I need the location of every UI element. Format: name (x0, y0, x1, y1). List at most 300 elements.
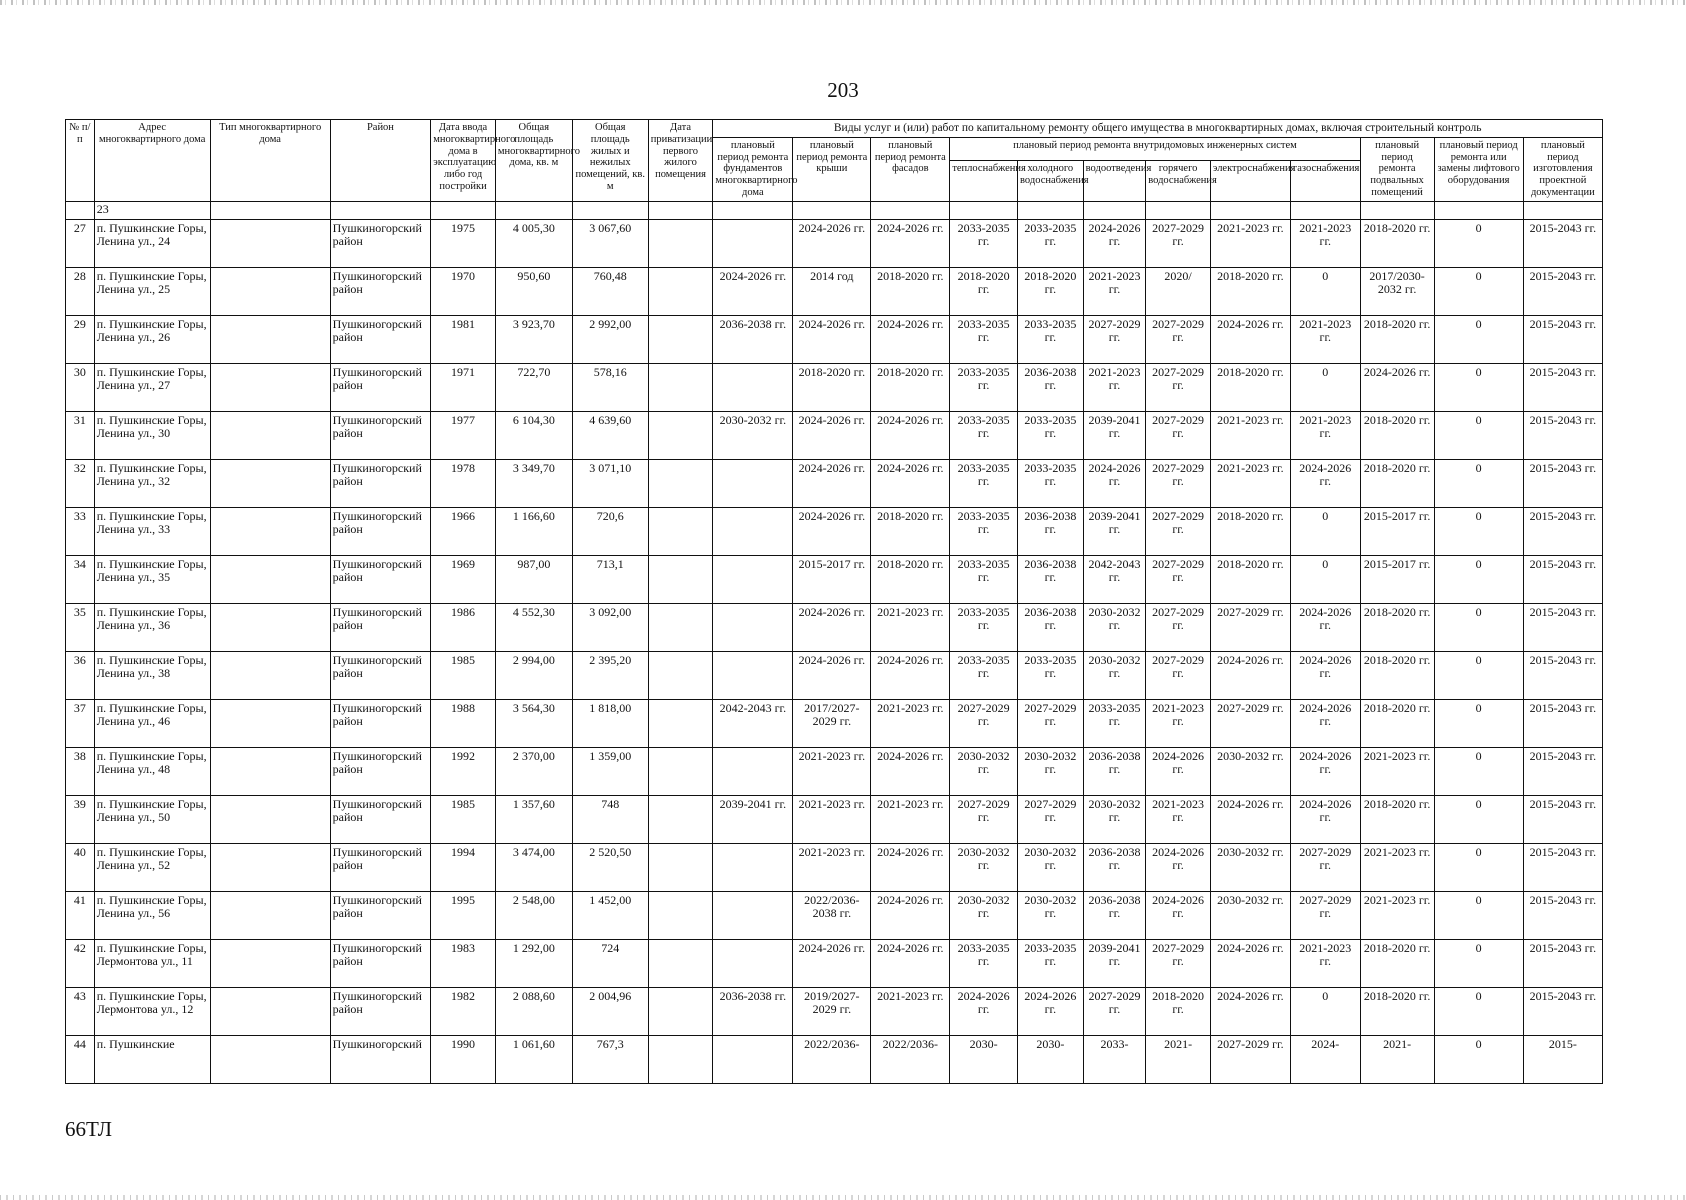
cell-drain: 2024-2026 гг. (1083, 219, 1146, 267)
cell-foundation (713, 459, 793, 507)
cell-living-area: 1 818,00 (572, 699, 648, 747)
cell-year: 1992 (431, 747, 496, 795)
cell-facade: 2024-2026 гг. (871, 939, 950, 987)
cell-foundation (713, 363, 793, 411)
cell-heat: 2033-2035 гг. (950, 651, 1018, 699)
cell-living-area: 4 639,60 (572, 411, 648, 459)
cell-drain: 2036-2038 гг. (1083, 843, 1146, 891)
table-row (66, 747, 1603, 795)
cell-gas: 2027-2029 гг. (1290, 843, 1360, 891)
cell-year: 1971 (431, 363, 496, 411)
cell-project: 2015-2043 гг. (1523, 843, 1602, 891)
cell-project: 2015-2043 гг. (1523, 795, 1602, 843)
cell-total-area: 1 357,60 (495, 795, 572, 843)
header-row-1 (66, 120, 1603, 138)
cell-foundation (713, 747, 793, 795)
cell-drain: 2021-2023 гг. (1083, 363, 1146, 411)
cell-year: 1970 (431, 267, 496, 315)
cell-hot: 2027-2029 гг. (1146, 651, 1211, 699)
cell-gas: 0 (1290, 555, 1360, 603)
cell-project: 2015-2043 гг. (1523, 555, 1602, 603)
cell-type (210, 363, 330, 411)
cell-drain: 2036-2038 гг. (1083, 891, 1146, 939)
col-header-elec: электроснабжения (1210, 161, 1290, 201)
cell-roof: 2024-2026 гг. (793, 939, 871, 987)
cell-hot: 2027-2029 гг. (1146, 315, 1211, 363)
cell-project: 2015-2043 гг. (1523, 507, 1602, 555)
cell-total-area: 987,00 (495, 555, 572, 603)
col-header-num: № п/п (66, 120, 95, 202)
cell-year: 1990 (431, 1035, 496, 1083)
cell-lift: 0 (1434, 651, 1523, 699)
cell-year: 1978 (431, 459, 496, 507)
cell-elec: 2018-2020 гг. (1210, 555, 1290, 603)
cell-privat (648, 411, 713, 459)
cell-num: 29 (66, 315, 95, 363)
cell-lift: 0 (1434, 459, 1523, 507)
cell-year: 1994 (431, 843, 496, 891)
col-header-total-area: Общая площадь многоквартирного дома, кв. м (495, 120, 572, 202)
cell-heat: 2030-2032 гг. (950, 843, 1018, 891)
systems-group-header: плановый период ремонта внутридомовых инженерных систем (950, 137, 1360, 161)
col-header-type: Тип многоквартирного дома (210, 120, 330, 202)
cell-year: 1975 (431, 219, 496, 267)
cell-gas: 2024-2026 гг. (1290, 795, 1360, 843)
cell-heat: 2033-2035 гг. (950, 507, 1018, 555)
cell-roof: 2017/2027-2029 гг. (793, 699, 871, 747)
cell-lift: 0 (1434, 411, 1523, 459)
cell-type (210, 603, 330, 651)
cell-elec: 2024-2026 гг. (1210, 315, 1290, 363)
cell-hot: 2027-2029 гг. (1146, 459, 1211, 507)
cell-project: 2015-2043 гг. (1523, 747, 1602, 795)
cell-privat (648, 843, 713, 891)
cell-lift: 0 (1434, 843, 1523, 891)
cell-privat (648, 315, 713, 363)
cell-cold: 2033-2035 гг. (1018, 459, 1084, 507)
table-row (66, 699, 1603, 747)
cell-drain: 2039-2041 гг. (1083, 411, 1146, 459)
cell-privat (648, 891, 713, 939)
cell-heat: 2030-2032 гг. (950, 747, 1018, 795)
cell-lift: 0 (1434, 555, 1523, 603)
table-row (66, 555, 1603, 603)
cell-year: 1985 (431, 795, 496, 843)
cell-cold: 2033-2035 гг. (1018, 939, 1084, 987)
cell-num: 30 (66, 363, 95, 411)
cell-num: 37 (66, 699, 95, 747)
cell-cold: 2024-2026 гг. (1018, 987, 1084, 1035)
cell-roof: 2024-2026 гг. (793, 411, 871, 459)
col-header-roof: плановый период ремонта крыши (793, 137, 871, 201)
cell-drain: 2030-2032 гг. (1083, 651, 1146, 699)
cell-living-area: 713,1 (572, 555, 648, 603)
cell-rayon: Пушкиногорский район (330, 267, 431, 315)
cell-roof: 2024-2026 гг. (793, 315, 871, 363)
cell-rayon: Пушкиногорский район (330, 555, 431, 603)
cell-project: 2015-2043 гг. (1523, 699, 1602, 747)
cell-basement: 2018-2020 гг. (1360, 795, 1434, 843)
cell-living-area: 2 992,00 (572, 315, 648, 363)
cell-living-area: 2 004,96 (572, 987, 648, 1035)
cell-cold: 2036-2038 гг. (1018, 603, 1084, 651)
cell-foundation (713, 843, 793, 891)
cell-total-area: 1 061,60 (495, 1035, 572, 1083)
cell-roof: 2015-2017 гг. (793, 555, 871, 603)
cell-living-area: 3 092,00 (572, 603, 648, 651)
cell-facade: 2018-2020 гг. (871, 267, 950, 315)
cell-address: п. Пушкинские Горы, Ленина ул., 24 (94, 219, 210, 267)
cell-roof: 2024-2026 гг. (793, 459, 871, 507)
cell-elec: 2018-2020 гг. (1210, 507, 1290, 555)
cell-heat: 2033-2035 гг. (950, 363, 1018, 411)
table-row (66, 363, 1603, 411)
cell-drain: 2027-2029 гг. (1083, 987, 1146, 1035)
cell-foundation (713, 651, 793, 699)
cell-facade: 2022/2036- (871, 1035, 950, 1083)
cell-type (210, 891, 330, 939)
cell-project: 2015-2043 гг. (1523, 987, 1602, 1035)
cell-privat (648, 699, 713, 747)
table-row (66, 987, 1603, 1035)
cell-rayon: Пушкиногорский район (330, 363, 431, 411)
cell-rayon: Пушкиногорский район (330, 411, 431, 459)
cell-hot: 2024-2026 гг. (1146, 843, 1211, 891)
cell-privat (648, 795, 713, 843)
col-header-cold: холодного водоснабжения (1018, 161, 1084, 201)
cell-num: 38 (66, 747, 95, 795)
cell-cold: 2033-2035 гг. (1018, 315, 1084, 363)
cell-num: 43 (66, 987, 95, 1035)
cell-drain: 2036-2038 гг. (1083, 747, 1146, 795)
cell-roof: 2018-2020 гг. (793, 363, 871, 411)
cell-project: 2015-2043 гг. (1523, 939, 1602, 987)
col-header-privat: Дата приватизации первого жилого помещения (648, 120, 713, 202)
cell-year: 1977 (431, 411, 496, 459)
cell-cold: 2027-2029 гг. (1018, 699, 1084, 747)
cell-rayon: Пушкиногорский район (330, 891, 431, 939)
cell-facade: 2024-2026 гг. (871, 747, 950, 795)
col-header-hot: горячего водоснабжения (1146, 161, 1211, 201)
cell-year: 1983 (431, 939, 496, 987)
cell-gas: 0 (1290, 363, 1360, 411)
table-row (66, 411, 1603, 459)
cell-elec: 2027-2029 гг. (1210, 603, 1290, 651)
cell-heat: 2033-2035 гг. (950, 315, 1018, 363)
cell-hot: 2021- (1146, 1035, 1211, 1083)
cell-foundation (713, 939, 793, 987)
cell-address: п. Пушкинские Горы, Ленина ул., 48 (94, 747, 210, 795)
cell-facade: 2024-2026 гг. (871, 843, 950, 891)
col-header-lift: плановый период ремонта или замены лифтового оборудования (1434, 137, 1523, 201)
cell-project: 2015-2043 гг. (1523, 891, 1602, 939)
cell-type (210, 1035, 330, 1083)
cell-basement: 2015-2017 гг. (1360, 555, 1434, 603)
cell-address: п. Пушкинские Горы, Ленина ул., 30 (94, 411, 210, 459)
cell-living-area: 2 520,50 (572, 843, 648, 891)
cell-facade: 2018-2020 гг. (871, 363, 950, 411)
cell-lift: 0 (1434, 219, 1523, 267)
scan-edge-top (0, 0, 1686, 5)
cell-basement: 2017/2030-2032 гг. (1360, 267, 1434, 315)
cell-total-area: 950,60 (495, 267, 572, 315)
cell-address: п. Пушкинские Горы, Ленина ул., 56 (94, 891, 210, 939)
cell-basement: 2018-2020 гг. (1360, 219, 1434, 267)
cell-gas: 2027-2029 гг. (1290, 891, 1360, 939)
cell-roof: 2024-2026 гг. (793, 219, 871, 267)
cell-cold: 2027-2029 гг. (1018, 795, 1084, 843)
cell-heat: 2033-2035 гг. (950, 555, 1018, 603)
cell-rayon: Пушкиногорский район (330, 939, 431, 987)
cell-facade: 2024-2026 гг. (871, 219, 950, 267)
table-row (66, 219, 1603, 267)
cell-lift: 0 (1434, 699, 1523, 747)
table-row (66, 267, 1603, 315)
cell-hot: 2027-2029 гг. (1146, 939, 1211, 987)
cell-elec: 2021-2023 гг. (1210, 411, 1290, 459)
cell-rayon: Пушкиногорский район (330, 795, 431, 843)
cell-basement: 2018-2020 гг. (1360, 459, 1434, 507)
cell-total-area: 722,70 (495, 363, 572, 411)
cell-type (210, 987, 330, 1035)
cell-hot: 2027-2029 гг. (1146, 411, 1211, 459)
cell-foundation (713, 219, 793, 267)
cell-elec: 2018-2020 гг. (1210, 267, 1290, 315)
cell-roof: 2021-2023 гг. (793, 843, 871, 891)
cell-basement: 2018-2020 гг. (1360, 699, 1434, 747)
cell-privat (648, 507, 713, 555)
cell-address: п. Пушкинские Горы, Ленина ул., 26 (94, 315, 210, 363)
cell-drain: 2021-2023 гг. (1083, 267, 1146, 315)
cell-cold: 2036-2038 гг. (1018, 555, 1084, 603)
cell-living-area: 3 071,10 (572, 459, 648, 507)
cell-drain: 2033-2035 гг. (1083, 699, 1146, 747)
cell-drain: 2039-2041 гг. (1083, 939, 1146, 987)
cell-facade: 2024-2026 гг. (871, 891, 950, 939)
cell-num: 36 (66, 651, 95, 699)
cell-lift: 0 (1434, 939, 1523, 987)
cell-num: 39 (66, 795, 95, 843)
table-row (66, 843, 1603, 891)
cell-num: 40 (66, 843, 95, 891)
cell-cold: 2018-2020 гг. (1018, 267, 1084, 315)
cell-hot: 2027-2029 гг. (1146, 603, 1211, 651)
cell-year: 1986 (431, 603, 496, 651)
cell-gas: 2024-2026 гг. (1290, 603, 1360, 651)
cell-address: п. Пушкинские (94, 1035, 210, 1083)
cell-cold: 2030-2032 гг. (1018, 891, 1084, 939)
cell-total-area: 3 474,00 (495, 843, 572, 891)
cell-basement: 2018-2020 гг. (1360, 411, 1434, 459)
cell-elec: 2024-2026 гг. (1210, 987, 1290, 1035)
cell-facade: 2021-2023 гг. (871, 603, 950, 651)
capital-repair-table (65, 119, 1603, 1084)
cell-foundation: 2039-2041 гг. (713, 795, 793, 843)
cell-num: 44 (66, 1035, 95, 1083)
cell-lift: 0 (1434, 315, 1523, 363)
cell-foundation (713, 603, 793, 651)
cell-gas: 2024-2026 гг. (1290, 699, 1360, 747)
cell-cold: 2030-2032 гг. (1018, 843, 1084, 891)
cell-living-area: 760,48 (572, 267, 648, 315)
cell-cold: 2033-2035 гг. (1018, 411, 1084, 459)
cell-basement: 2018-2020 гг. (1360, 939, 1434, 987)
cell-lift: 0 (1434, 747, 1523, 795)
cell-year: 1995 (431, 891, 496, 939)
cell-heat: 2033-2035 гг. (950, 411, 1018, 459)
cell-gas: 2021-2023 гг. (1290, 219, 1360, 267)
cell-basement: 2021-2023 гг. (1360, 891, 1434, 939)
cell-drain: 2039-2041 гг. (1083, 507, 1146, 555)
cell-drain: 2027-2029 гг. (1083, 315, 1146, 363)
cell-total-area: 3 923,70 (495, 315, 572, 363)
cell-roof: 2024-2026 гг. (793, 651, 871, 699)
cell-facade: 2021-2023 гг. (871, 699, 950, 747)
scan-edge-bottom (0, 1195, 1686, 1200)
cell-drain: 2042-2043 гг. (1083, 555, 1146, 603)
cell-num: 41 (66, 891, 95, 939)
cell-basement: 2018-2020 гг. (1360, 315, 1434, 363)
table-row (66, 603, 1603, 651)
cell-gas: 2024-2026 гг. (1290, 747, 1360, 795)
cell-basement: 2015-2017 гг. (1360, 507, 1434, 555)
cell-address: п. Пушкинские Горы, Ленина ул., 38 (94, 651, 210, 699)
cell-address: п. Пушкинские Горы, Ленина ул., 33 (94, 507, 210, 555)
cell-living-area: 720,6 (572, 507, 648, 555)
cell-gas: 0 (1290, 987, 1360, 1035)
cell-basement: 2018-2020 гг. (1360, 651, 1434, 699)
cell-lift: 0 (1434, 891, 1523, 939)
cell-rayon: Пушкиногорский район (330, 507, 431, 555)
cell-elec: 2024-2026 гг. (1210, 795, 1290, 843)
cell-project: 2015-2043 гг. (1523, 603, 1602, 651)
cell-year: 1982 (431, 987, 496, 1035)
cell-total-area: 2 994,00 (495, 651, 572, 699)
cell-year: 1981 (431, 315, 496, 363)
table-row (66, 1035, 1603, 1083)
cell-type (210, 651, 330, 699)
cell-heat: 2018-2020 гг. (950, 267, 1018, 315)
cell-rayon: Пушкиногорский район (330, 747, 431, 795)
cell-privat (648, 219, 713, 267)
cell-year: 1985 (431, 651, 496, 699)
cell-heat: 2033-2035 гг. (950, 603, 1018, 651)
cell-roof: 2014 год (793, 267, 871, 315)
cell-num: 33 (66, 507, 95, 555)
cell-type (210, 459, 330, 507)
cell-num: 35 (66, 603, 95, 651)
cell-facade: 2021-2023 гг. (871, 795, 950, 843)
cell-project: 2015- (1523, 1035, 1602, 1083)
cell-facade: 2024-2026 гг. (871, 651, 950, 699)
cell-roof: 2024-2026 гг. (793, 603, 871, 651)
cell-living-area: 724 (572, 939, 648, 987)
cell-facade: 2024-2026 гг. (871, 315, 950, 363)
col-header-gas: газоснабжения (1290, 161, 1360, 201)
cell-address: п. Пушкинские Горы, Ленина ул., 36 (94, 603, 210, 651)
cell-project: 2015-2043 гг. (1523, 363, 1602, 411)
cell-project: 2015-2043 гг. (1523, 315, 1602, 363)
cell-privat (648, 1035, 713, 1083)
cell-elec: 2030-2032 гг. (1210, 891, 1290, 939)
cell-hot: 2027-2029 гг. (1146, 555, 1211, 603)
cell-heat: 2024-2026 гг. (950, 987, 1018, 1035)
cell-type (210, 843, 330, 891)
cell-gas: 2024-2026 гг. (1290, 459, 1360, 507)
cell-total-area: 4 552,30 (495, 603, 572, 651)
cell-living-area: 3 067,60 (572, 219, 648, 267)
table-row (66, 795, 1603, 843)
cell-address: п. Пушкинские Горы, Ленина ул., 35 (94, 555, 210, 603)
cell-facade: 2018-2020 гг. (871, 507, 950, 555)
cell-foundation: 2036-2038 гг. (713, 987, 793, 1035)
cell-type (210, 315, 330, 363)
cell-foundation: 2036-2038 гг. (713, 315, 793, 363)
cell-hot: 2027-2029 гг. (1146, 363, 1211, 411)
cell-heat: 2030-2032 гг. (950, 891, 1018, 939)
cell-project: 2015-2043 гг. (1523, 267, 1602, 315)
table-row (66, 651, 1603, 699)
cell-roof: 2024-2026 гг. (793, 507, 871, 555)
cell-privat (648, 987, 713, 1035)
cell-elec: 2030-2032 гг. (1210, 843, 1290, 891)
cell-hot: 2024-2026 гг. (1146, 891, 1211, 939)
cell-elec: 2024-2026 гг. (1210, 651, 1290, 699)
cell-type (210, 411, 330, 459)
cell-elec: 2027-2029 гг. (1210, 699, 1290, 747)
cell-basement: 2021- (1360, 1035, 1434, 1083)
cell-heat: 2033-2035 гг. (950, 219, 1018, 267)
cell-roof: 2022/2036- (793, 1035, 871, 1083)
cell-foundation (713, 507, 793, 555)
cell-basement: 2021-2023 гг. (1360, 843, 1434, 891)
cell-drain: 2030-2032 гг. (1083, 603, 1146, 651)
cell-gas: 2021-2023 гг. (1290, 315, 1360, 363)
cell-basement: 2024-2026 гг. (1360, 363, 1434, 411)
cell-privat (648, 267, 713, 315)
cell-cold: 2030- (1018, 1035, 1084, 1083)
cell-roof: 2021-2023 гг. (793, 747, 871, 795)
cell-hot: 2027-2029 гг. (1146, 507, 1211, 555)
cell-privat (648, 363, 713, 411)
cell-facade: 2021-2023 гг. (871, 987, 950, 1035)
col-header-rayon: Район (330, 120, 431, 202)
cell-rayon: Пушкиногорский район (330, 651, 431, 699)
cell-type (210, 795, 330, 843)
cell-living-area: 1 452,00 (572, 891, 648, 939)
cell-heat: 2027-2029 гг. (950, 699, 1018, 747)
cell-gas: 2024- (1290, 1035, 1360, 1083)
cell-type (210, 939, 330, 987)
col-header-foundation: плановый период ремонта фундаментов многоквартирного дома (713, 137, 793, 201)
cell-total-area: 3 349,70 (495, 459, 572, 507)
table-row (66, 939, 1603, 987)
cell-project: 2015-2043 гг. (1523, 219, 1602, 267)
cell-cold: 2030-2032 гг. (1018, 747, 1084, 795)
table-row (66, 315, 1603, 363)
cell-heat: 2030- (950, 1035, 1018, 1083)
cell-total-area: 2 548,00 (495, 891, 572, 939)
cell-foundation: 2030-2032 гг. (713, 411, 793, 459)
cell-basement: 2018-2020 гг. (1360, 987, 1434, 1035)
cell-num: 34 (66, 555, 95, 603)
table-row (66, 459, 1603, 507)
cell-rayon: Пушкиногорский район (330, 987, 431, 1035)
cell-gas: 2021-2023 гг. (1290, 411, 1360, 459)
cell-lift: 0 (1434, 795, 1523, 843)
cell-address: п. Пушкинские Горы, Лермонтова ул., 12 (94, 987, 210, 1035)
cell-rayon: Пушкиногорский район (330, 603, 431, 651)
